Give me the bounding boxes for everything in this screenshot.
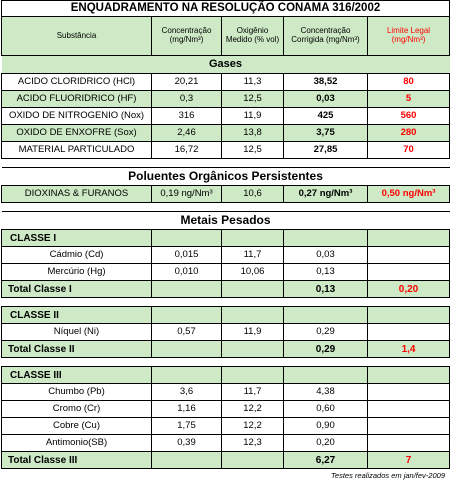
cell-corr: 38,52 — [284, 74, 368, 91]
cell-o2: 12,2 — [222, 401, 284, 418]
total-label: Total Classe II — [2, 341, 152, 358]
cell-name: Chumbo (Pb) — [2, 384, 152, 401]
cell-limit: 280 — [368, 125, 450, 142]
cell-o2: 11,9 — [222, 324, 284, 341]
cell-corr: 3,75 — [284, 125, 368, 142]
cell-corr: 0,60 — [284, 401, 368, 418]
total-row — [2, 452, 450, 469]
section-poluentes — [2, 168, 450, 186]
total-row — [2, 341, 450, 358]
spreadsheet — [1, 0, 449, 480]
cell-o2: 12,2 — [222, 418, 284, 435]
table-row — [2, 108, 450, 125]
cell-name: Mercúrio (Hg) — [2, 264, 152, 281]
class-row — [2, 307, 450, 324]
cell-o2: 11,7 — [222, 247, 284, 264]
cell-corr: 0,29 — [284, 324, 368, 341]
cell-name: OXIDO DE NITROGENIO (Nox) — [2, 108, 152, 125]
spacer-row — [2, 298, 450, 307]
header-row — [2, 17, 450, 56]
total-row — [2, 281, 450, 298]
table-row — [2, 264, 450, 281]
total-limit: 0,20 — [368, 281, 450, 298]
table-row — [2, 324, 450, 341]
cell-conc: 0,015 — [152, 247, 222, 264]
cell-o2: 11,9 — [222, 108, 284, 125]
cell-corr: 0,90 — [284, 418, 368, 435]
cell-o2: 13,8 — [222, 125, 284, 142]
footer-note: Testes realizados em jan/fev-2009 — [331, 471, 445, 480]
section-metais — [2, 212, 450, 230]
cell-name: Cádmio (Cd) — [2, 247, 152, 264]
page-title: ENQUADRAMENTO NA RESOLUÇÃO CONAMA 316/2002 — [2, 1, 450, 17]
col-substancia: Substância — [2, 17, 152, 56]
cell-name: ACIDO FLUORIDRICO (HF) — [2, 91, 152, 108]
table-row — [2, 74, 450, 91]
cell-limit: 70 — [368, 142, 450, 159]
class-label: CLASSE II — [2, 307, 152, 324]
cell-corr: 27,85 — [284, 142, 368, 159]
cell-conc: 16,72 — [152, 142, 222, 159]
table-row — [2, 418, 450, 435]
col-corrigida: Concentração Corrigida (mg/Nm³) — [284, 17, 368, 56]
cell-name: Níquel (Ni) — [2, 324, 152, 341]
section-gases — [2, 56, 450, 74]
cell-corr: 0,03 — [284, 91, 368, 108]
cell-conc: 0,010 — [152, 264, 222, 281]
class-label: CLASSE III — [2, 367, 152, 384]
section-title: Gases — [2, 56, 450, 74]
total-limit: 1,4 — [368, 341, 450, 358]
total-value: 0,29 — [284, 341, 368, 358]
total-label: Total Classe I — [2, 281, 152, 298]
cell-o2: 12,5 — [222, 91, 284, 108]
cell-conc: 3,6 — [152, 384, 222, 401]
cell-conc: 1,75 — [152, 418, 222, 435]
cell-conc: 0,57 — [152, 324, 222, 341]
cell-o2: 11,7 — [222, 384, 284, 401]
cell-name: DIOXINAS & FURANOS — [2, 186, 152, 203]
cell-o2: 12,5 — [222, 142, 284, 159]
cell-conc: 20,21 — [152, 74, 222, 91]
cell-conc: 0,3 — [152, 91, 222, 108]
cell-o2: 11,3 — [222, 74, 284, 91]
total-value: 6,27 — [284, 452, 368, 469]
table-row — [2, 125, 450, 142]
table-row — [2, 247, 450, 264]
conama-table — [1, 0, 450, 469]
class-row — [2, 230, 450, 247]
col-concentracao: Concentração (mg/Nm³) — [152, 17, 222, 56]
cell-limit: 5 — [368, 91, 450, 108]
cell-o2: 12,3 — [222, 435, 284, 452]
col-oxigenio: Oxigênio Medido (% vol) — [222, 17, 284, 56]
table-row — [2, 142, 450, 159]
col-limite: Limite Legal (mg/Nm³) — [368, 17, 450, 56]
cell-name: MATERIAL PARTICULADO — [2, 142, 152, 159]
cell-limit: 80 — [368, 74, 450, 91]
cell-conc: 0,19 ng/Nm³ — [152, 186, 222, 203]
cell-corr: 4,38 — [284, 384, 368, 401]
spacer-row — [2, 203, 450, 212]
table-row — [2, 384, 450, 401]
table-row — [2, 435, 450, 452]
cell-limit: 560 — [368, 108, 450, 125]
cell-name: OXIDO DE ENXOFRE (Sox) — [2, 125, 152, 142]
spacer-row — [2, 358, 450, 367]
cell-conc: 316 — [152, 108, 222, 125]
cell-corr: 0,13 — [284, 264, 368, 281]
cell-corr: 0,03 — [284, 247, 368, 264]
cell-conc: 1,16 — [152, 401, 222, 418]
class-row — [2, 367, 450, 384]
title-row — [2, 1, 450, 17]
cell-o2: 10,6 — [222, 186, 284, 203]
cell-name: Cromo (Cr) — [2, 401, 152, 418]
cell-limit: 0,50 ng/Nm³ — [368, 186, 450, 203]
section-title: Metais Pesados — [2, 212, 450, 230]
cell-o2: 10,06 — [222, 264, 284, 281]
section-title: Poluentes Orgânicos Persistentes — [2, 168, 450, 186]
total-label: Total Classe III — [2, 452, 152, 469]
total-limit: 7 — [368, 452, 450, 469]
table-row — [2, 186, 450, 203]
cell-conc: 2,46 — [152, 125, 222, 142]
cell-conc: 0,39 — [152, 435, 222, 452]
table-row — [2, 91, 450, 108]
cell-corr: 425 — [284, 108, 368, 125]
cell-corr: 0,27 ng/Nm³ — [284, 186, 368, 203]
cell-corr: 0,20 — [284, 435, 368, 452]
cell-name: Antimonio(SB) — [2, 435, 152, 452]
class-label: CLASSE I — [2, 230, 152, 247]
total-value: 0,13 — [284, 281, 368, 298]
spacer-row — [2, 159, 450, 168]
cell-name: Cobre (Cu) — [2, 418, 152, 435]
table-row — [2, 401, 450, 418]
cell-name: ACIDO CLORIDRICO (HCl) — [2, 74, 152, 91]
